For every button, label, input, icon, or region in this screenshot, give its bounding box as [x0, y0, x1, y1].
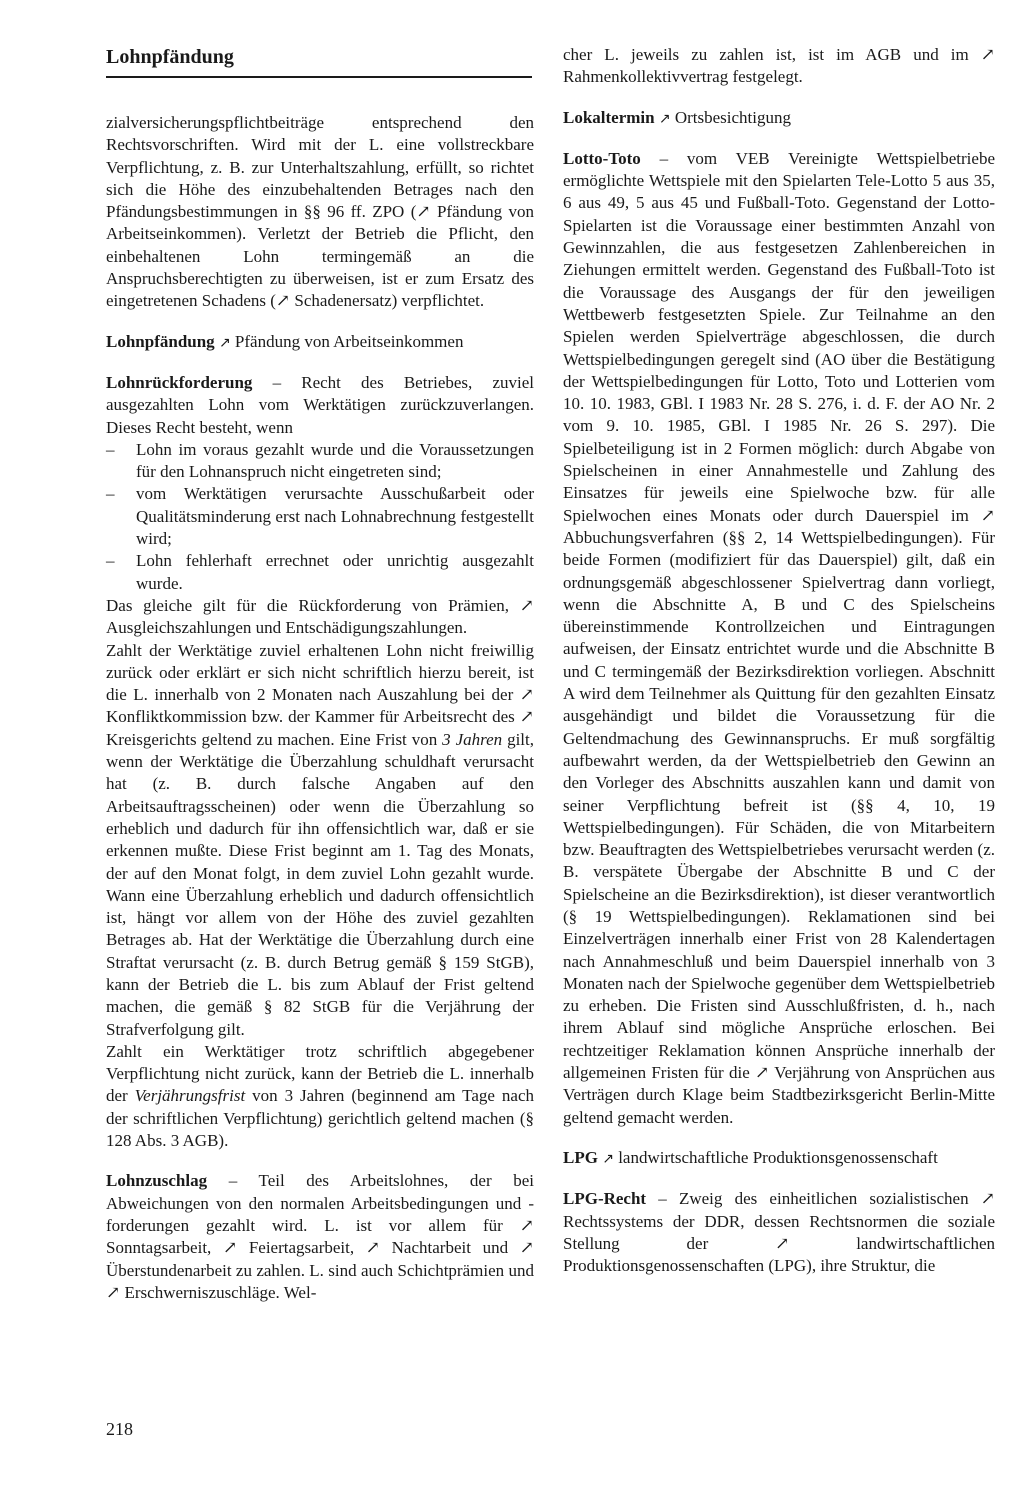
paragraph: Das gleiche gilt für die Rückforderung von Prämien, ↗ Ausgleichszahlungen und Entschädigungszahlungen.: [106, 595, 534, 638]
entry-definition: – Zweig des einheitlichen sozialistischen ↗ Rechtssystems der DDR, dessen Rechtsnormen die soziale Stellung der ↗ landwirtschaftlichen Produktionsgenossenschaften (LPG), ihre Struktur, die: [563, 1189, 995, 1276]
paragraph-text: von 3 Jahren (beginnend am Tage nach der schriftlichen Verpflichtung) gerichtlich geltend machen (§ 128 Abs. 3 AGB).: [106, 1086, 534, 1151]
entry-reference: Pfändung von Arbeitseinkommen: [230, 331, 464, 351]
paragraph: [106, 1041, 534, 1152]
entry-term: Lotto-Toto: [563, 148, 641, 168]
page-title: Lohnpfändung: [106, 46, 234, 68]
entry-lotto-toto: [563, 148, 995, 1129]
running-header: [106, 44, 532, 78]
entry-reference: Ortsbesichtigung: [670, 107, 791, 127]
cross-reference-arrow-icon: ↗: [218, 334, 231, 351]
entry-lohnrueckforderung: [106, 372, 534, 1152]
cross-reference-arrow-icon: ↗: [658, 110, 671, 127]
page-number: 218: [106, 1419, 133, 1439]
condition-list: [106, 439, 534, 595]
right-column: [563, 44, 995, 1277]
entry-lohnpfaendung: [106, 331, 534, 354]
paragraph-text: Zahlt der Werktätige zuviel erhaltenen Lohn nicht freiwillig zurück oder erklärt er sich nicht schriftlich hierzu bereit, ist die L. innerhalb von 2 Monaten nach Auszahlung bei der ↗ Konfliktkommission bzw. der Kammer für Arbeitsrecht des ↗ Kreisgerichts geltend zu machen. Eine Frist von: [106, 640, 534, 749]
entry-term: Lohnzuschlag: [106, 1171, 208, 1191]
list-item: – vom Werktätigen verursachte Ausschußarbeit oder Qualitätsminderung erst nach Lohnabrechnung festgestellt wird;: [106, 483, 534, 550]
entry-lokaltermin: [563, 107, 995, 130]
entry-lpg-recht: [563, 1188, 995, 1277]
entry-lpg: [563, 1147, 995, 1170]
continuation-text: cher L. jeweils zu zahlen ist, ist im AGB und im ↗ Rahmenkollektivvertrag festgelegt.: [563, 45, 995, 87]
entry-term: Lokaltermin: [563, 107, 655, 127]
paragraph-text: gilt, wenn der Werktätige die Überzahlung schuldhaft verursacht hat (z. B. durch falsche Angaben auf den Arbeitsauftragsscheinen) oder wenn die Überzahlung so erheblich und dadurch für ihn offensichtlich war, daß er sie erkennen mußte. Diese Frist beginnt am 1. Tag des Monats, der auf den Monat folgt, in dem zuviel Lohn gezahlt wurde. Wann eine Überzahlung erheblich und dadurch offensichtlich ist, hängt vor allem von der Höhe des zuviel gezahlten Betrages ab. Hat der Werktätige die Überzahlung durch eine Straftat verursacht (z. B. durch Betrug gemäß § 159 StGB), kann der Betrieb die L. bis zum Ablauf der Frist geltend machen, die gemäß § 82 StGB für die Verjährung der Strafverfolgung gilt.: [106, 729, 535, 1039]
paragraph: [106, 640, 534, 1041]
entry-definition: – vom VEB Vereinigte Wettspielbetriebe ermöglichte Wettspiele mit den Spielarten Tele-Lotto 5 aus 35, 6 aus 49, 5 aus 45 und Fußball-Toto. Gegenstand der Lotto-Spielarten ist die Voraussage einer bestimmten Anzahl von Gewinnzahlen, die aus festgesetzen Zahlenbereichen in Ziehungen ermittelt werden. Gegenstand des Fußball-Toto ist die Voraussage des Ausgangs der für den jeweiligen Wettbewerb festgesetzten Spiele. Zur Teilnahme an den Spielen werden Spielverträge abgeschlossen, die durch Wettspielbedingungen geregelt sind (AO über die Bestätigung der Wettspielbedingungen für Lotto, Toto und Lotterien vom 10. 10. 1983, GBl. I 1983 Nr. 28 S. 276, i. d. F. der AO Nr. 2 vom 9. 10. 1985, GBl. I 1985 Nr. 26 S. 297). Die Spielbeteiligung ist in 2 Formen möglich: durch Abgabe von Spielscheinen in einer Annahmestelle und Zahlung des Einsatzes für jeweils eine Spielwoche bzw. für alle Spielwochen eines Monats oder durch Dauerspiel im ↗ Abbuchungsverfahren (§§ 2, 14 Wettspielbedingungen). Für beide Formen (modifiziert für das Dauerspiel) gilt, daß ein ordnungsgemäß abgeschlossener Spielvertrag dann vorliegt, wenn die Abschnitte A, B und C des Spielscheins übereinstimmende Kontrollzeichen und Eintragungen aufweisen, der Einsatz entrichtet wurde und die Abschnitte B und C termingemäß der Bezirksdirektion vorliegen. Abschnitt A wird dem Teilnehmer als Quittung für den gezahlten Einsatz ausgehändigt und bildet die Voraussetzung für die Geltendmachung des Gewinnanspruchs. Er muß sorgfältig aufbewahrt werden, da der Wettspielbetrieb den Gewinn an den Vorleger des Abschnitts auszahlen kann und damit von seiner Verpflichtung befreit ist (§§ 4, 10, 19 Wettspielbedingungen). Für Schäden, die von Mitarbeitern bzw. Beauftragten des Wettspielbetriebes verursacht werden (z. B. verspätete Übergabe der Abschnitte B und C der Spielscheine an die Bezirksdirektion), ist dieser verantwortlich (§ 19 Wettspielbedingungen). Reklamationen sind bei Einzelverträgen innerhalb einer Frist von 28 Kalendertagen nach Annahmeschluß und beim Dauerspiel innerhalb von 3 Monaten nach der Spielwoche gegenüber dem Wettspielbetrieb zu erheben. Die Fristen sind Ausschlußfristen, d. h., nach ihrem Ablauf sind mögliche Ansprüche erloschen. Bei rechtzeitiger Reklamation können Ansprüche innerhalb der allgemeinen Fristen für die ↗ Verjährung von Ansprüchen aus Verträgen durch Klage beim Stadtbezirksgericht Berlin-Mitte geltend gemacht werden.: [563, 148, 995, 1127]
entry-term: LPG: [563, 1147, 598, 1167]
entry-term: LPG-Recht: [563, 1189, 647, 1209]
continuation-text: zialversicherungspflichtbeiträge entsprechend den Rechtsvorschriften. Wird mit der L. eine vollstreckbare Verpflichtung, z. B. zur Unterhaltszahlung, erfüllt, so richtet sich die Höhe des einzubehaltenden Betrages nach den Pfändungsbestimmungen in §§ 96 ff. ZPO (↗ Pfändung von Arbeitseinkommen). Verletzt der Betrieb die Pflicht, den einbehaltenen Lohn termingemäß an die Anspruchsberechtigten zu überweisen, ist er zum Ersatz des eingetretenen Schadens (↗ Schadenersatz) verpflichtet.: [106, 113, 534, 311]
paragraph-text: Zahlt ein Werktätiger trotz schriftlich abgegebener Verpflichtung nicht zurück, kann der Betrieb die L. innerhalb der: [106, 1041, 534, 1106]
entry-reference: landwirtschaftliche Produktionsgenossenschaft: [613, 1147, 938, 1167]
entry-term: Lohnpfändung: [106, 331, 215, 351]
emphasis: 3 Jahren: [442, 729, 503, 749]
entry-definition: – Teil des Arbeitslohnes, der bei Abweichungen von den normalen Arbeitsbedingungen und -forderungen gezahlt wird. L. ist vor allem für ↗ Sonntagsarbeit, ↗ Feiertagsarbeit, ↗ Nachtarbeit und ↗ Überstundenarbeit zu zahlen. L. sind auch Schichtprämien und ↗ Erschwerniszuschläge. Wel-: [106, 1171, 534, 1302]
emphasis: Verjährungsfrist: [134, 1086, 246, 1106]
left-column: [106, 112, 534, 1304]
entry-lohnzuschlag: [106, 1170, 534, 1304]
entry-term: Lohnrückforderung: [106, 372, 253, 392]
cross-reference-arrow-icon: ↗: [602, 1150, 614, 1167]
list-item: – Lohn fehlerhaft errechnet oder unrichtig ausgezahlt wurde.: [106, 550, 534, 595]
entry-definition: – Recht des Betriebes, zuviel ausgezahlten Lohn vom Werktätigen zurückzuverlangen. Dieses Recht besteht, wenn: [106, 372, 534, 437]
list-item: – Lohn im voraus gezahlt wurde und die Voraussetzungen für den Lohnanspruch nicht eingetreten sind;: [106, 439, 534, 484]
